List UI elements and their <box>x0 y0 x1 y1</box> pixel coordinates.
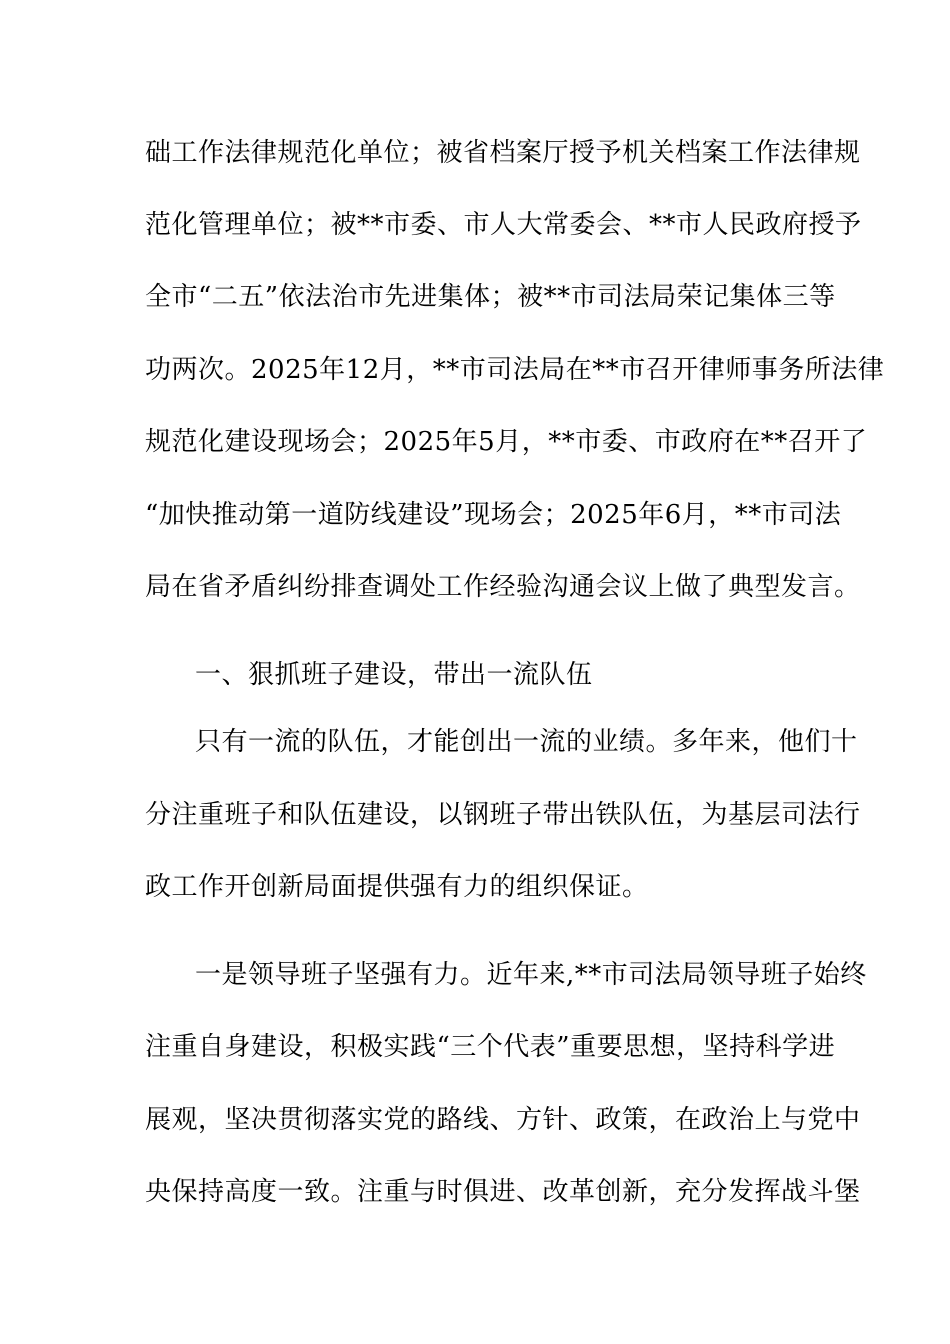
paragraph-line: 础工作法律规范化单位；被省档案厅授予机关档案工作法律规 <box>145 138 861 168</box>
paragraph-line: 分注重班子和队伍建设，以钢班子带出铁队伍，为基层司法行 <box>145 800 861 830</box>
section-heading: 一、狠抓班子建设，带出一流队伍 <box>195 660 593 690</box>
paragraph-line: “加快推动第一道防线建设”现场会；2025年6月，**市司法 <box>145 500 842 530</box>
paragraph-line: 规范化建设现场会；2025年5月，**市委、市政府在**召开了 <box>145 427 868 457</box>
paragraph-line: 展观，坚决贯彻落实党的路线、方针、政策，在政治上与党中 <box>145 1105 861 1135</box>
paragraph-line: 注重自身建设，积极实践“三个代表”重要思想，坚持科学进 <box>145 1032 836 1062</box>
paragraph-line: 只有一流的队伍，才能创出一流的业绩。多年来，他们十 <box>195 727 858 757</box>
paragraph-line: 政工作开创新局面提供强有力的组织保证。 <box>145 872 649 902</box>
paragraph-line: 一是领导班子坚强有力。近年来,**市司法局领导班子始终 <box>195 960 867 990</box>
paragraph-line: 局在省矛盾纠纷排查调处工作经验沟通会议上做了典型发言。 <box>145 572 861 602</box>
paragraph-line: 功两次。2025年12月，**市司法局在**市召开律师事务所法律 <box>145 355 885 385</box>
paragraph-line: 全市“二五”依法治市先进集体；被**市司法局荣记集体三等 <box>145 282 836 312</box>
paragraph-line: 央保持高度一致。注重与时俱进、改革创新，充分发挥战斗堡 <box>145 1177 861 1207</box>
paragraph-line: 范化管理单位；被**市委、市人大常委会、**市人民政府授予 <box>145 210 862 240</box>
